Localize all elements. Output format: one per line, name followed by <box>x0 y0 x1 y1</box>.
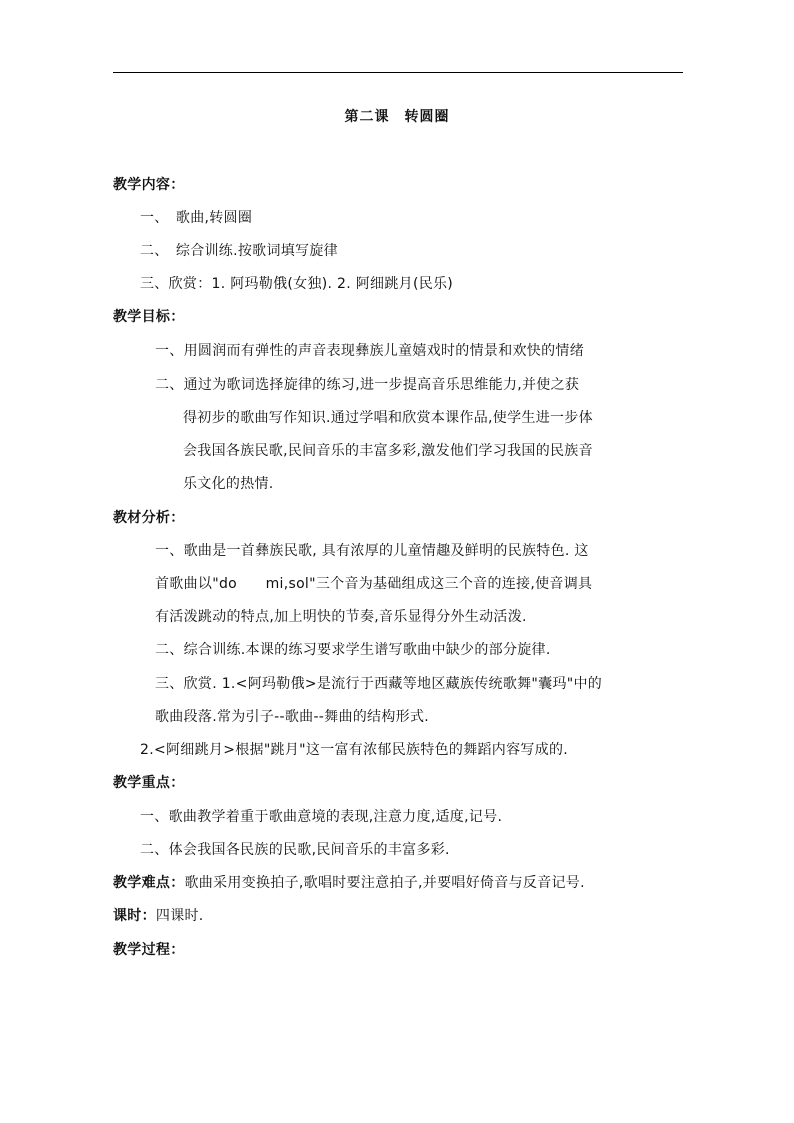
difficulty-heading: 教学难点： <box>113 875 185 891</box>
goals-line-2: 二、通过为歌词选择旋律的练习,进一步提高音乐思维能力,并使之获 <box>155 377 580 393</box>
difficulty-text: 歌曲采用变换拍子,歌唱时要注意拍子,并要唱好倚音与反音记号. <box>184 875 585 891</box>
difficulty-line <box>113 873 585 893</box>
content-item-1: 一、 歌曲,转圆圈 <box>140 210 253 226</box>
content-heading: 教学内容： <box>113 177 185 193</box>
content-item-2: 二、 综合训练.按歌词填写旋律 <box>140 243 338 259</box>
goals-line-1: 一、用圆润而有弹性的声音表现彝族儿童嬉戏时的情景和欢快的情绪 <box>155 343 584 359</box>
analysis-line-2: 首歌曲以"do mi,sol"三个音为基础组成这三个音的连接,使音调具 <box>155 576 593 592</box>
goals-line-4: 会我国各族民歌,民间音乐的丰富多彩,激发他们学习我国的民族音 <box>183 443 593 459</box>
hours-line <box>113 906 204 926</box>
analysis-line-3: 有活泼跳动的特点,加上明快的节奏,音乐显得分外生动活泼. <box>155 609 527 625</box>
content-item-3: 三、欣赏：1. 阿玛勒俄(女独). 2. 阿细跳月(民乐) <box>140 276 454 292</box>
page-title: 第二课 转圆圈 <box>344 109 450 125</box>
analysis-heading: 教材分析： <box>113 510 185 526</box>
focus-heading: 教学重点： <box>113 775 185 791</box>
hours-heading: 课时： <box>113 908 156 924</box>
goals-heading: 教学目标： <box>113 309 185 325</box>
header-rule <box>113 72 683 73</box>
goals-line-3: 得初步的歌曲写作知识.通过学唱和欣赏本课作品,使学生进一步体 <box>183 410 593 426</box>
analysis-line-5: 三、欣赏. 1.<阿玛勒俄>是流行于西藏等地区藏族传统歌舞"囊玛"中的 <box>155 676 603 692</box>
hours-text: 四课时. <box>155 908 204 924</box>
analysis-line-7: 2.<阿细跳月>根据"跳月"这一富有浓郁民族特色的舞蹈内容写成的. <box>140 742 569 758</box>
focus-item-2: 二、体会我国各民族的民歌,民间音乐的丰富多彩. <box>140 842 450 858</box>
process-heading: 教学过程： <box>113 942 185 958</box>
analysis-line-1: 一、歌曲是一首彝族民歌, 具有浓厚的儿童情趣及鲜明的民族特色. 这 <box>155 543 589 559</box>
analysis-line-4: 二、综合训练.本课的练习要求学生谱写歌曲中缺少的部分旋律. <box>155 642 551 658</box>
analysis-line-6: 歌曲段落.常为引子--歌曲--舞曲的结构形式. <box>155 709 430 725</box>
focus-item-1: 一、歌曲教学着重于歌曲意境的表现,注意力度,适度,记号. <box>140 809 503 825</box>
goals-line-5: 乐文化的热情. <box>183 476 274 492</box>
